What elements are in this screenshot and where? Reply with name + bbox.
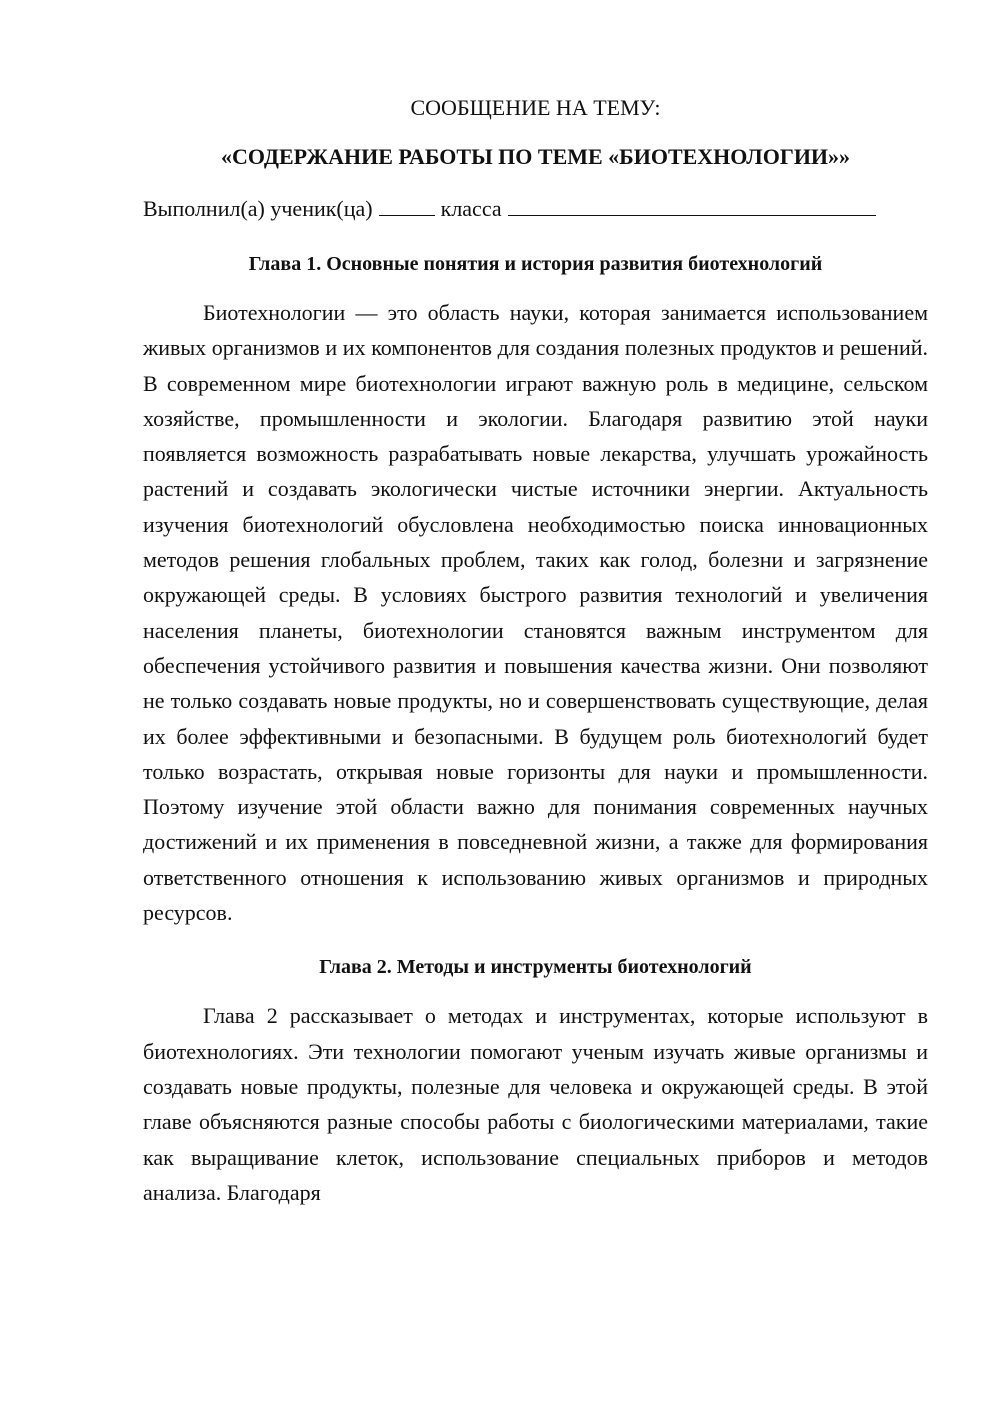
- author-name-blank: [508, 195, 876, 216]
- document-title-topic: СООБЩЕНИЕ НА ТЕМУ:: [410, 95, 661, 120]
- chapter2-heading: Глава 2. Методы и инструменты биотехнологий: [319, 956, 752, 979]
- chapter2-paragraph: Глава 2 рассказывает о методах и инструментах, которые используют в биотехнологиях. Эти технологии помогают ученым изучать живые организмы и создавать новые продукты, полезные для человека и окружающей среды. В этой главе объясняются разные способы работы с биологическими материалами, такие как выращивание клеток, использование специальных приборов и методов анализа. Благодаря: [143, 1003, 928, 1205]
- author-prefix: Выполнил(а) ученик(ца): [143, 196, 373, 221]
- document-page: [143, 92, 928, 1210]
- chapter1-heading: Глава 1. Основные понятия и история развития биотехнологий: [248, 253, 823, 275]
- author-class-label: класса: [440, 196, 502, 221]
- document-title: «СОДЕРЖАНИЕ РАБОТЫ ПО ТЕМЕ «БИОТЕХНОЛОГИИ»»: [220, 144, 851, 169]
- chapter1-paragraph: Биотехнологии — это область науки, которая занимается использованием живых организмов и их компонентов для создания полезных продуктов и решений. В современном мире биотехнологии играют важную роль в медицине, сельском хозяйстве, промышленности и экологии. Благодаря развитию этой науки появляется возможность разрабатывать новые лекарства, улучшать урожайность растений и создавать экологически чистые источники энергии. Актуальность изучения биотехнологий обусловлена необходимостью поиска инновационных методов решения глобальных проблем, таких как голод, болезни и загрязнение окружающей среды. В условиях быстрого развития технологий и увеличения населения планеты, биотехнологии становятся важным инструментом для обеспечения устойчивого развития и повышения качества жизни. Они позволяют не только создавать новые продукты, но и совершенствовать существующие, делая их более эффективными и безопасными. В будущем роль биотехнологий будет только возрастать, открывая новые горизонты для науки и промышленности. Поэтому изучение этой области важно для понимания современных научных достижений и их применения в повседневной жизни, а также для формирования ответственного отношения к использованию живых организмов и природных ресурсов.: [143, 300, 928, 926]
- author-line: [143, 193, 928, 225]
- class-number-blank: [379, 195, 435, 216]
